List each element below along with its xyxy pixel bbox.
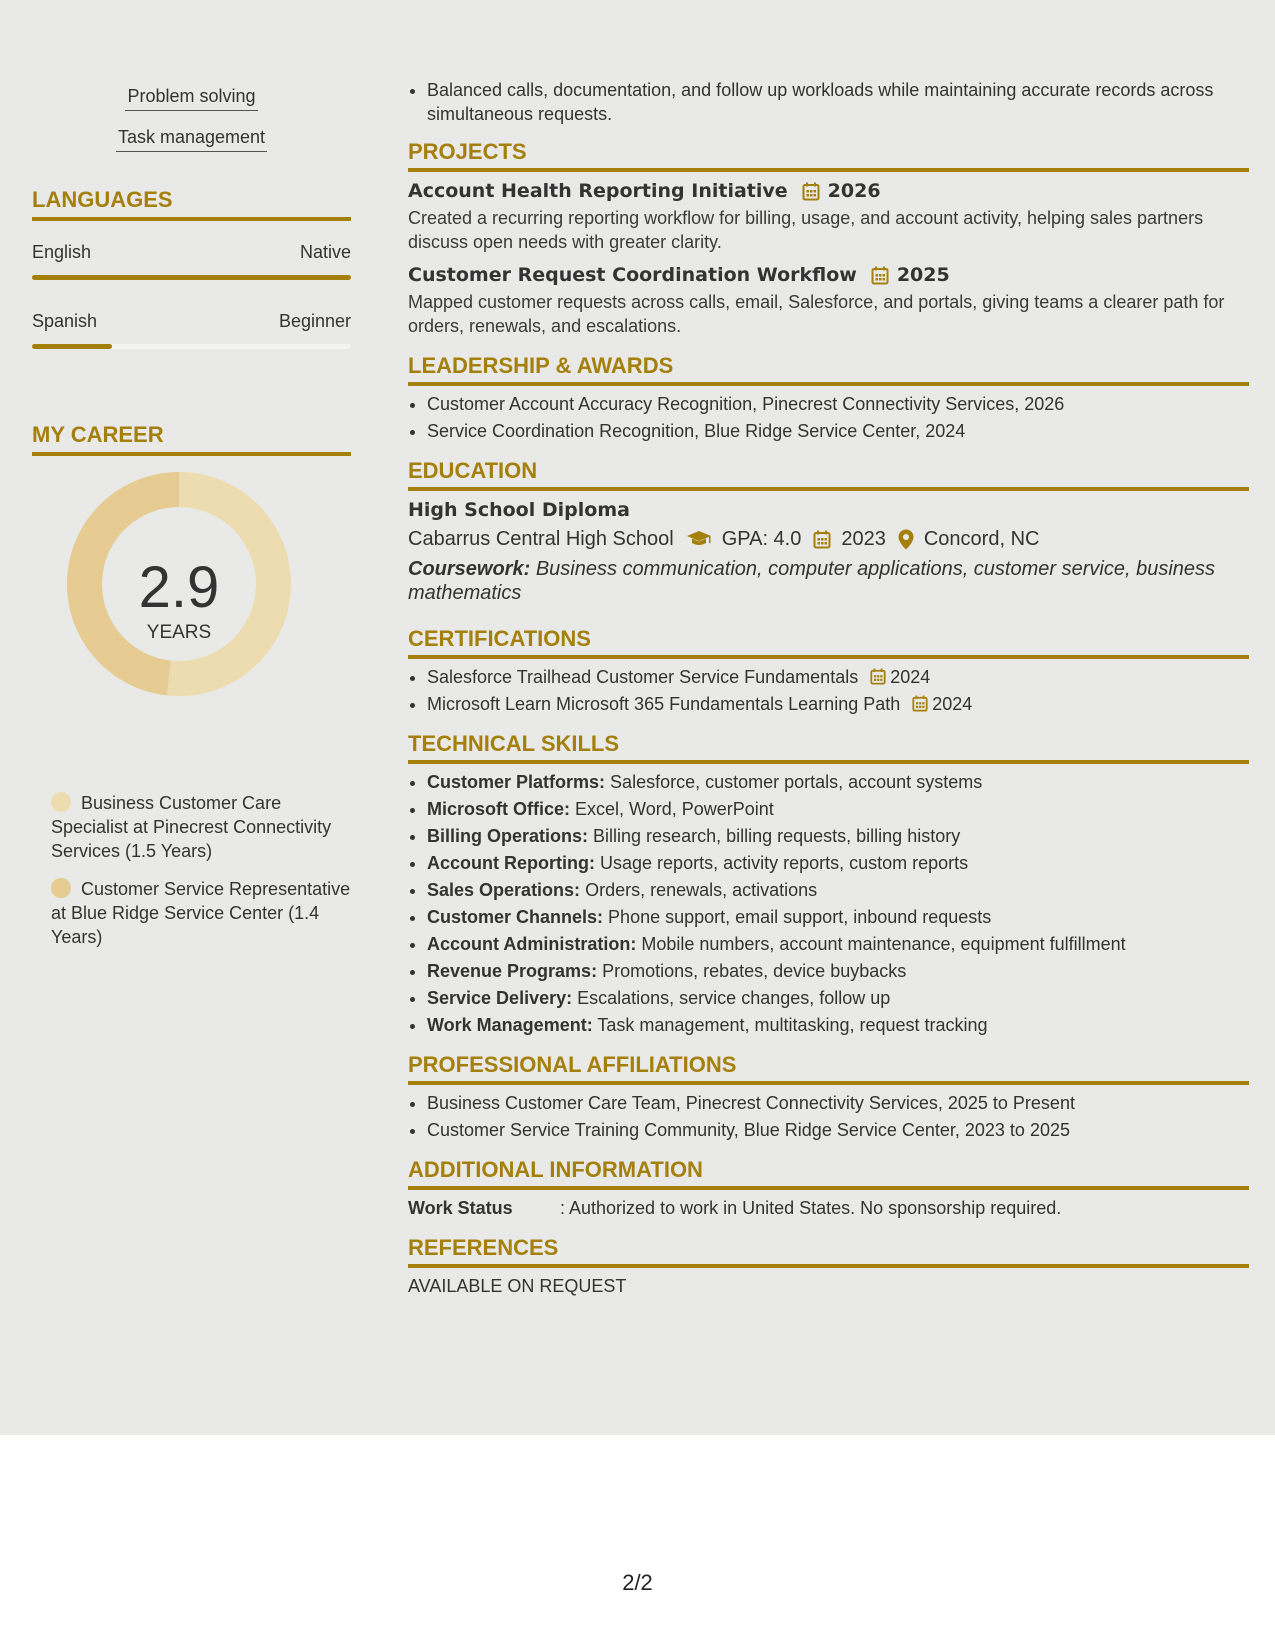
proficiency-fill — [32, 275, 351, 280]
skill-values: Orders, renewals, activations — [585, 880, 818, 900]
certification-name: Salesforce Trailhead Customer Service Fundamentals — [427, 667, 859, 687]
skill-values: Phone support, email support, inbound requests — [608, 907, 992, 927]
skill-category: Customer Platforms: — [427, 772, 606, 792]
technical-skill-item — [427, 932, 1249, 956]
project-name: Customer Request Coordination Workflow — [408, 264, 857, 286]
career-heading: MY CAREER — [32, 421, 351, 456]
technical-skill-item — [427, 878, 1249, 902]
project-item — [408, 262, 1249, 338]
calendar-icon — [813, 530, 831, 549]
technical-skills-list — [408, 770, 1249, 1037]
legend-label: Customer Service Representative at Blue Ridge Service Center (1.4 Years) — [51, 879, 351, 947]
certifications-heading: CERTIFICATIONS — [408, 625, 1249, 659]
skill-values: Billing research, billing requests, billing history — [593, 826, 961, 846]
graduation-year: 2023 — [841, 528, 886, 550]
language-item — [32, 240, 351, 280]
career-donut-chart — [32, 472, 351, 712]
technical-skill-item — [427, 1013, 1249, 1037]
work-status-row — [408, 1196, 1249, 1220]
page-number: 2/2 — [622, 1570, 653, 1595]
certification-year: 2024 — [932, 694, 973, 714]
languages-heading: LANGUAGES — [32, 186, 351, 221]
skill-tag — [32, 125, 351, 152]
work-status-value: : Authorized to work in United States. No sponsorship required. — [560, 1198, 1062, 1218]
school-name: Cabarrus Central High School — [408, 528, 674, 550]
technical-skill-item — [427, 797, 1249, 821]
projects-heading: PROJECTS — [408, 138, 1249, 172]
calendar-icon — [871, 266, 889, 285]
proficiency-fill — [32, 344, 112, 349]
coursework-label: Coursework: — [408, 558, 531, 580]
project-item — [408, 178, 1249, 254]
graduation-cap-icon — [686, 530, 712, 548]
skill-values: Escalations, service changes, follow up — [577, 988, 891, 1008]
skill-values: Salesforce, customer portals, account systems — [610, 772, 983, 792]
skill-category: Work Management: — [427, 1015, 593, 1035]
calendar-icon — [912, 695, 928, 712]
affiliation-item: • Business Customer Care Team, Pinecrest Connectivity Services, 2025 to Present — [427, 1091, 1249, 1115]
skill-category: Microsoft Office: — [427, 799, 571, 819]
skill-values: Excel, Word, PowerPoint — [575, 799, 774, 819]
additional-info-heading: ADDITIONAL INFORMATION — [408, 1156, 1249, 1190]
skill-tag — [32, 84, 351, 111]
legend-item — [51, 877, 351, 949]
certifications-list — [408, 665, 1249, 716]
school-location: Concord, NC — [923, 528, 1040, 550]
calendar-icon — [802, 182, 820, 201]
skill-values: Task management, multitasking, request tracking — [597, 1015, 988, 1035]
skill-category: Service Delivery: — [427, 988, 573, 1008]
legend-dot — [51, 878, 71, 898]
technical-skill-item — [427, 905, 1249, 929]
legend-item — [51, 791, 351, 863]
technical-skill-item — [427, 770, 1249, 794]
education-heading: EDUCATION — [408, 457, 1249, 491]
left-column — [32, 84, 351, 947]
calendar-icon — [870, 668, 886, 685]
technical-skill-item — [427, 986, 1249, 1010]
skill-category: Customer Channels: — [427, 907, 604, 927]
skill-category: Account Administration: — [427, 934, 637, 954]
skill-category: Revenue Programs: — [427, 961, 598, 981]
leadership-heading: LEADERSHIP & AWARDS — [408, 352, 1249, 386]
language-name: Spanish — [32, 311, 98, 331]
work-status-label: Work Status — [408, 1198, 513, 1218]
language-level: Native — [299, 242, 351, 262]
skill-category: Billing Operations: — [427, 826, 589, 846]
skill-values: Promotions, rebates, device buybacks — [602, 961, 907, 981]
skill-category: Account Reporting: — [427, 853, 595, 873]
affiliation-item: • Customer Service Training Community, Blue Ridge Service Center, 2023 to 2025 — [427, 1118, 1249, 1142]
references-heading: REFERENCES — [408, 1234, 1249, 1268]
coursework — [408, 557, 1249, 605]
degree: High School Diploma — [408, 499, 630, 521]
technical-skill-item — [427, 851, 1249, 875]
technical-skill-item — [427, 959, 1249, 983]
certification-name: Microsoft Learn Microsoft 365 Fundamentals Learning Path — [427, 694, 901, 714]
skill-label: Problem solving — [125, 84, 257, 111]
career-total: 2.9 — [138, 555, 220, 620]
education-item — [408, 497, 1249, 605]
language-proficiency-bar — [32, 275, 351, 280]
language-level: Beginner — [278, 311, 351, 331]
skill-category: Sales Operations: — [427, 880, 581, 900]
skill-values: Mobile numbers, account maintenance, equipment fulfillment — [641, 934, 1126, 954]
project-name: Account Health Reporting Initiative — [408, 180, 788, 202]
technical-skill-item — [427, 824, 1249, 848]
skill-label: Task management — [116, 125, 267, 152]
legend-label: Business Customer Care Specialist at Pinecrest Connectivity Services (1.5 Years) — [51, 793, 332, 861]
language-item — [32, 309, 351, 349]
coursework-text: Business communication, computer applications, customer service, business mathematics — [408, 558, 1216, 604]
experience-bullets — [408, 78, 1249, 126]
affiliations-list — [408, 1091, 1249, 1142]
certification-item — [427, 692, 1249, 716]
location-pin-icon — [898, 529, 914, 550]
project-description: Created a recurring reporting workflow for billing, usage, and account activity, helping sales partners discuss open needs with greater clarity. — [408, 208, 1204, 252]
references-text: AVAILABLE ON REQUEST — [408, 1276, 627, 1296]
skill-values: Usage reports, activity reports, custom reports — [600, 853, 969, 873]
leadership-item: • Customer Account Accuracy Recognition, Pinecrest Connectivity Services, 2026 — [427, 392, 1249, 416]
legend-dot — [51, 792, 71, 812]
career-legend — [51, 791, 351, 963]
leadership-list — [408, 392, 1249, 443]
certification-year: 2024 — [890, 667, 931, 687]
right-column — [408, 78, 1249, 1298]
project-year: 2025 — [896, 264, 950, 286]
gpa: GPA: 4.0 — [721, 528, 802, 550]
affiliations-heading: PROFESSIONAL AFFILIATIONS — [408, 1051, 1249, 1085]
leadership-item: • Service Coordination Recognition, Blue Ridge Service Center, 2024 — [427, 419, 1249, 443]
technical-skills-heading: TECHNICAL SKILLS — [408, 730, 1249, 764]
project-year: 2026 — [827, 180, 881, 202]
certification-item — [427, 665, 1249, 689]
language-name: English — [32, 242, 92, 262]
language-proficiency-bar — [32, 344, 351, 349]
experience-bullet: • Balanced calls, documentation, and follow up workloads while maintaining accurate records across simultaneous requests. — [427, 78, 1249, 126]
project-description: Mapped customer requests across calls, email, Salesforce, and portals, giving teams a clearer path for orders, renewals, and escalations. — [408, 292, 1225, 336]
career-unit: YEARS — [146, 622, 212, 643]
